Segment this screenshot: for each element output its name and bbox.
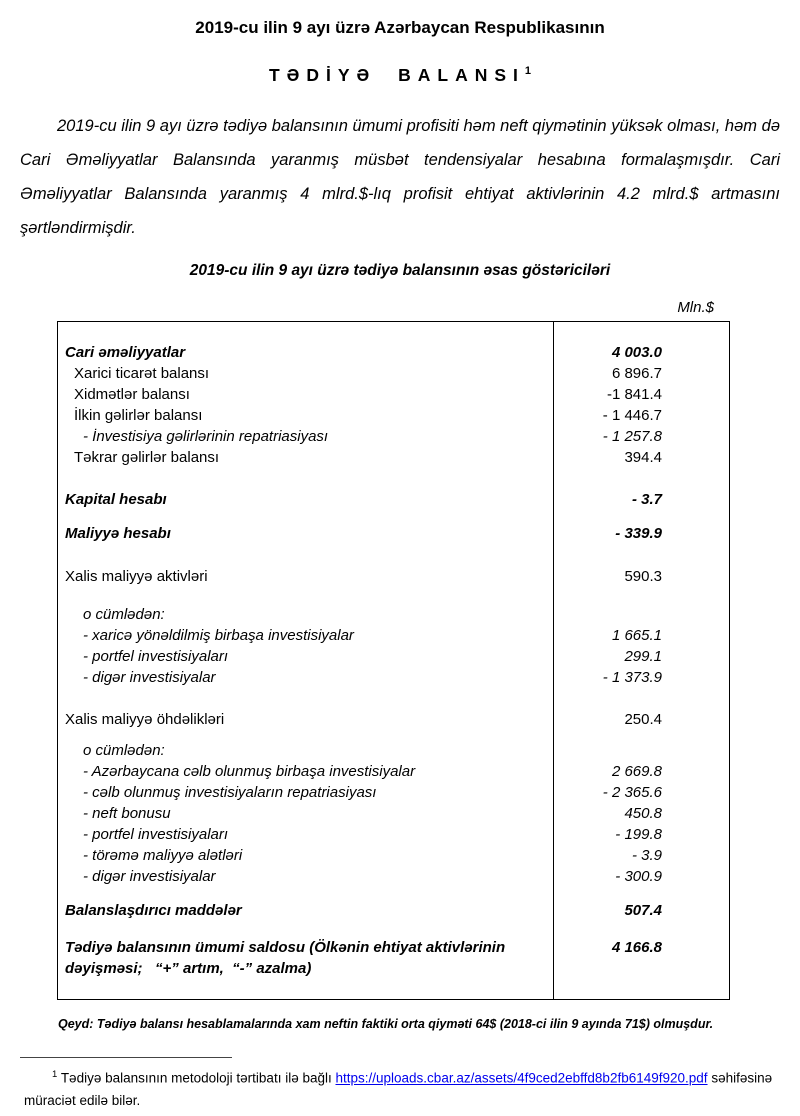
table-row	[58, 709, 729, 730]
row-label: Balanslaşdırıcı maddələr	[65, 902, 242, 919]
balance-of-payments-table	[57, 321, 730, 1000]
row-value: - 1 373.9	[602, 669, 662, 686]
row-label: Cari əməliyyatlar	[65, 344, 186, 361]
row-value: 250.4	[624, 711, 662, 728]
row-value: 394.4	[624, 449, 662, 466]
row-value: 6 896.7	[611, 365, 662, 382]
row-value: - 339.9	[615, 525, 662, 542]
table-row	[58, 900, 729, 921]
table-row	[58, 363, 729, 384]
document-title-line1: 2019-cu ilin 9 ayı üzrə Azərbaycan Respublikasının	[195, 18, 605, 37]
row-value: 4 003.0	[611, 344, 662, 361]
row-label: - Azərbaycana cəlb olunmuş birbaşa investisiyalar	[83, 763, 416, 780]
row-label: - neft bonusu	[83, 805, 171, 822]
row-value: - 3.9	[631, 847, 662, 864]
table-title: 2019-cu ilin 9 ayı üzrə tədiyə balansının əsas göstəriciləri	[189, 262, 611, 279]
note-text: Qeyd: Tədiyə balansı hesablamalarında xam neftin faktiki orta qiyməti 64$ (2018-ci ilin 9 ayında 71$) olmuşdur.	[58, 1017, 714, 1031]
row-label: - portfel investisiyaları	[83, 648, 229, 665]
table-row	[58, 667, 729, 688]
table-row	[58, 566, 729, 587]
row-label: o cümlədən:	[83, 606, 165, 623]
table-row	[58, 824, 729, 845]
table-row	[58, 646, 729, 667]
footnote-separator	[20, 1057, 232, 1058]
table-row	[58, 761, 729, 782]
row-value: - 3.7	[631, 491, 662, 508]
row-label: - cəlb olunmuş investisiyaların repatriasiyası	[83, 784, 377, 801]
table-row	[58, 489, 729, 510]
row-value: 2 669.8	[611, 763, 662, 780]
footnote	[24, 1064, 780, 1112]
footnote-ref: 1	[52, 1069, 58, 1080]
row-value: 299.1	[624, 648, 662, 665]
row-value: - 300.9	[615, 868, 662, 885]
row-label: - digər investisiyalar	[83, 669, 216, 686]
row-label: Xarici ticarət balansı	[74, 365, 210, 382]
row-label: Maliyyə hesabı	[65, 525, 171, 542]
row-value: 1 665.1	[611, 627, 662, 644]
footnote-text-after-link: səhifəsinə müraciət edilə bilər.	[24, 1070, 773, 1108]
row-label: - İnvestisiya gəlirlərinin repatriasiyası	[83, 428, 329, 445]
table-row	[58, 342, 729, 363]
footnote-link[interactable]: https://uploads.cbar.az/assets/4f9ced2ebffd8b2fb6149f920.pdf	[335, 1070, 708, 1086]
table-row	[58, 803, 729, 824]
table-row	[58, 405, 729, 426]
table-row	[58, 523, 729, 544]
row-value: 590.3	[624, 568, 662, 585]
title-main-text: TƏDİYƏ BALANSI	[268, 65, 525, 85]
row-label: İlkin gəlirlər balansı	[74, 407, 203, 424]
row-label: o cümlədən:	[83, 742, 165, 759]
table-row	[58, 782, 729, 803]
table-row	[58, 625, 729, 646]
row-value: -1 841.4	[606, 386, 662, 403]
table-row	[58, 845, 729, 866]
row-label: Təkrar gəlirlər balansı	[74, 449, 220, 466]
table-row	[58, 447, 729, 468]
row-label: Xalis maliyyə öhdəlikləri	[65, 711, 225, 728]
row-label: Kapital hesabı	[65, 491, 167, 508]
intro-paragraph: 2019-cu ilin 9 ayı üzrə tədiyə balansının ümumi profisiti həm neft qiymətinin yüksək olması, həm də Cari Əməliyyatlar Balansında yaranmış müsbət tendensiyalar hesabına formalaşmışdır. Cari Əməliyyatlar Balansında yaranmış 4 mlrd.$-lıq profisit ehtiyat aktivlərinin 4.2 mlrd.$ artmasını şərtləndirmişdir.	[20, 117, 780, 237]
table-row	[58, 937, 729, 979]
row-value: 450.8	[624, 805, 662, 822]
row-label: Tədiyə balansının ümumi saldosu (Ölkənin ehtiyat aktivlərinin dəyişməsi; “+” artım, “-” azalma)	[65, 939, 510, 977]
footnote-text-before-link: Tədiyə balansının metodoloji tərtibatı ilə bağlı	[60, 1070, 332, 1086]
unit-label: Mln.$	[677, 299, 714, 316]
table-column	[57, 299, 730, 1000]
table-row	[58, 384, 729, 405]
row-value: 507.4	[624, 902, 662, 919]
row-value: 4 166.8	[611, 939, 662, 956]
table-row	[58, 426, 729, 447]
row-label: - törəmə maliyyə alətləri	[83, 847, 243, 864]
row-label: - digər investisiyalar	[83, 868, 216, 885]
row-value: - 1 446.7	[602, 407, 662, 424]
table-row	[58, 866, 729, 887]
title-footnote-ref: 1	[524, 65, 532, 78]
document-title-line2	[20, 65, 780, 86]
row-label: - portfel investisiyaları	[83, 826, 229, 843]
row-value: - 1 257.8	[602, 428, 662, 445]
table-rows	[58, 342, 729, 979]
table-row	[58, 604, 729, 625]
row-label: Xidmətlər balansı	[74, 386, 190, 403]
row-label: - xaricə yönəldilmiş birbaşa investisiyalar	[83, 627, 354, 644]
row-label: Xalis maliyyə aktivləri	[65, 568, 208, 585]
table-row	[58, 740, 729, 761]
row-value: - 2 365.6	[602, 784, 662, 801]
row-value: - 199.8	[615, 826, 662, 843]
